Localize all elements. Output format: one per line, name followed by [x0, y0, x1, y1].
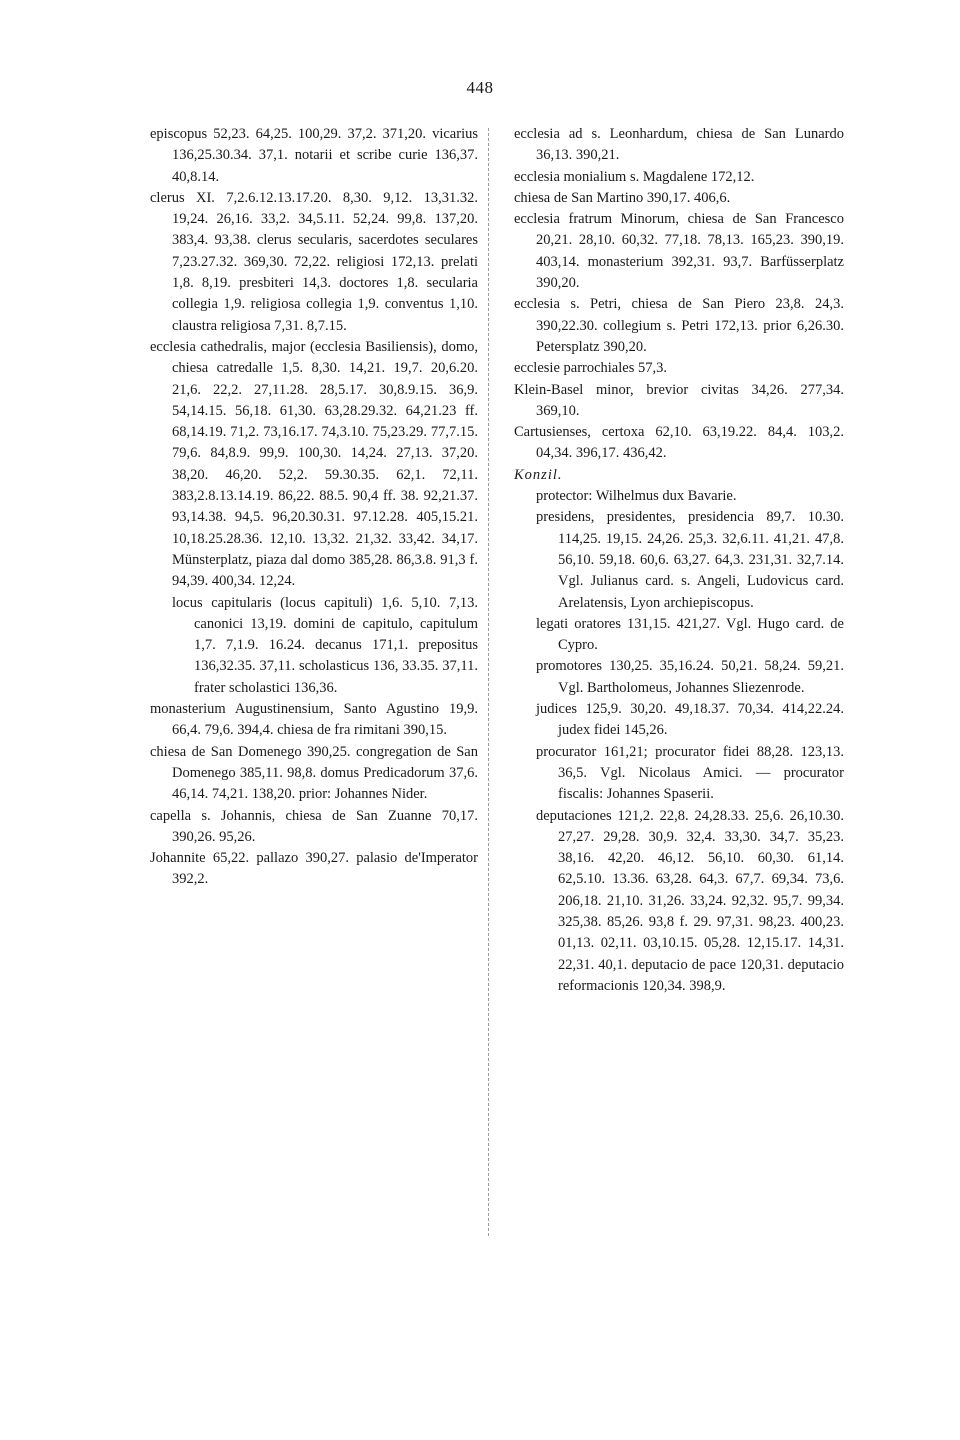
- index-entry-johannite: Johannite 65,22. pallazo 390,27. palasio de'Imperator 392,2.: [150, 850, 478, 888]
- index-entry-promotores: promotores 130,25. 35,16.24. 50,21. 58,24. 59,21. Vgl. Bartholomeus, Johannes Sliezenrode.: [536, 658, 844, 696]
- index-entry-judices: judices 125,9. 30,20. 49,18.37. 70,34. 414,22.24. judex fidei 145,26.: [536, 701, 844, 739]
- index-entry-clerus: clerus XI. 7,2.6.12.13.17.20. 8,30. 9,12. 13,31.32. 19,24. 26,16. 33,2. 34,5.11. 52,24. 99,8. 137,20. 383,4. 93,38. clerus secularis, sacerdotes seculares 7,23.27.32. 369,30. 72,22. religiosi 172,13. prelati 1,8. 8,19. presbiteri 14,3. doctores 1,8. secularia collegia 1,9. religiosa collegia 1,9. conventus 1,10. claustra religiosa 7,31. 8,7.15.: [150, 189, 478, 334]
- column-divider: [488, 128, 489, 1236]
- index-entry-deputaciones: deputaciones 121,2. 22,8. 24,28.33. 25,6. 26,10.30. 27,27. 29,28. 30,9. 32,4. 33,30. 34,7. 35,23. 38,16. 42,20. 46,12. 56,10. 60,30. 61,14. 62,5.10. 13.36. 63,28. 64,3. 67,7. 69,34. 73,6. 206,18. 21,10. 31,26. 33,24. 92,32. 95,7. 99,34. 325,38. 85,26. 93,8 f. 29. 97,31. 98,23. 400,23. 01,13. 02,11. 03,10.15. 05,28. 12,15.17. 14,31. 22,31. 40,1. deputacio de pace 120,31. deputacio reformacionis 120,34. 398,9.: [536, 807, 844, 994]
- index-entry-capella-johannis: capella s. Johannis, chiesa de San Zuanne 70,17. 390,26. 95,26.: [150, 807, 478, 845]
- index-entry-chiesa-san-martino: chiesa de San Martino 390,17. 406,6.: [514, 189, 731, 206]
- index-heading-konzil: Konzil.: [514, 466, 563, 483]
- index-entry-presidens: presidens, presidentes, presidencia 89,7. 10.30. 114,25. 19,15. 24,26. 25,3. 32,6.11. 41,21. 47,8. 56,10. 59,18. 60,6. 63,27. 64,3. 231,31. 32,7.14. Vgl. Julianus card. s. Angeli, Ludovicus card. Arelatensis, Lyon archiepiscopus.: [536, 509, 844, 611]
- index-entry-episcopus: episcopus 52,23. 64,25. 100,29. 37,2. 371,20. vicarius 136,25.30.34. 37,1. notarii et scribe curie 136,37. 40,8.14.: [150, 126, 478, 185]
- index-entry-klein-basel: Klein-Basel minor, brevior civitas 34,26. 277,34. 369,10.: [514, 381, 844, 419]
- page-number: 448: [466, 78, 494, 97]
- right-column: [514, 124, 844, 997]
- index-entry-ecclesia-cathedralis: ecclesia cathedralis, major (ecclesia Basiliensis), domo, chiesa catredalle 1,5. 8,30. 14,21. 19,7. 20,6.20. 21,6. 22,2. 27,11.28. 28,5.17. 30,8.9.15. 36,9. 54,14.15. 56,18. 61,30. 63,28.29.32. 64,21.23 ff. 68,14.19. 71,2. 73,16.17. 74,3.10. 75,23.29. 77,7.15. 79,6. 84,8.9. 99,9. 100,30. 14,24. 27,13. 37,20. 38,20. 46,20. 52,2. 59.30.35. 62,1. 72,11. 383,2.8.13.14.19. 86,22. 88.5. 90,4 ff. 38. 92,21.37. 93,14.38. 94,5. 96,20.30.31. 97.12.28. 405,15.21. 10,18.25.28.36. 12,10. 13,32. 21,32. 33,42. 34,17. Münsterplatz, piaza dal domo 385,28. 86,3.8. 91,3 f. 94,39. 400,34. 12,24.: [150, 338, 478, 590]
- index-entry-ecclesia-leonhardum: ecclesia ad s. Leonhardum, chiesa de San Lunardo 36,13. 390,21.: [514, 126, 844, 164]
- index-entry-protector: protector: Wilhelmus dux Bavarie.: [536, 488, 737, 505]
- index-entry-cartusienses: Cartusienses, certoxa 62,10. 63,19.22. 84,4. 103,2. 04,34. 396,17. 436,42.: [514, 424, 844, 462]
- index-entry-ecclesia-monialium: ecclesia monialium s. Magdalene 172,12.: [514, 168, 755, 185]
- index-entry-procurator: procurator 161,21; procurator fidei 88,28. 123,13. 36,5. Vgl. Nicolaus Amici. — procurator fiscalis: Johannes Spaserii.: [536, 743, 844, 803]
- index-entry-locus-capitularis: locus capitularis (locus capituli) 1,6. 5,10. 7,13. canonici 13,19. domini de capitulo, capitulum 1,7. 7,1.9. 16.24. decanus 171,1. prepositus 136,32.35. 37,11. scholasticus 136, 33.35. 37,11. frater scholastici 136,36.: [172, 594, 478, 696]
- left-column: [150, 124, 478, 891]
- index-entry-chiesa-san-domenego: chiesa de San Domenego 390,25. congregation de San Domenego 385,11. 98,8. domus Predicadorum 37,6. 46,14. 74,21. 138,20. prior: Johannes Nider.: [150, 743, 478, 803]
- index-entry-ecclesia-fratrum-minorum: ecclesia fratrum Minorum, chiesa de San Francesco 20,21. 28,10. 60,32. 77,18. 78,13. 165,23. 390,19. 403,14. monasterium 392,31. 93,7. Barfüsserplatz 390,20.: [514, 211, 844, 292]
- index-entry-legati: legati oratores 131,15. 421,27. Vgl. Hugo card. de Cypro.: [536, 615, 844, 654]
- index-entry-ecclesia-petri: ecclesia s. Petri, chiesa de San Piero 23,8. 24,3. 390,22.30. collegium s. Petri 172,13. prior 6,26.30. Petersplatz 390,20.: [514, 296, 844, 355]
- index-entry-ecclesie-parrochiales: ecclesie parrochiales 57,3.: [514, 360, 667, 377]
- index-entry-monasterium-augustinensium: monasterium Augustinensium, Santo Agustino 19,9. 66,4. 79,6. 394,4. chiesa de fra rimitani 390,15.: [150, 701, 478, 739]
